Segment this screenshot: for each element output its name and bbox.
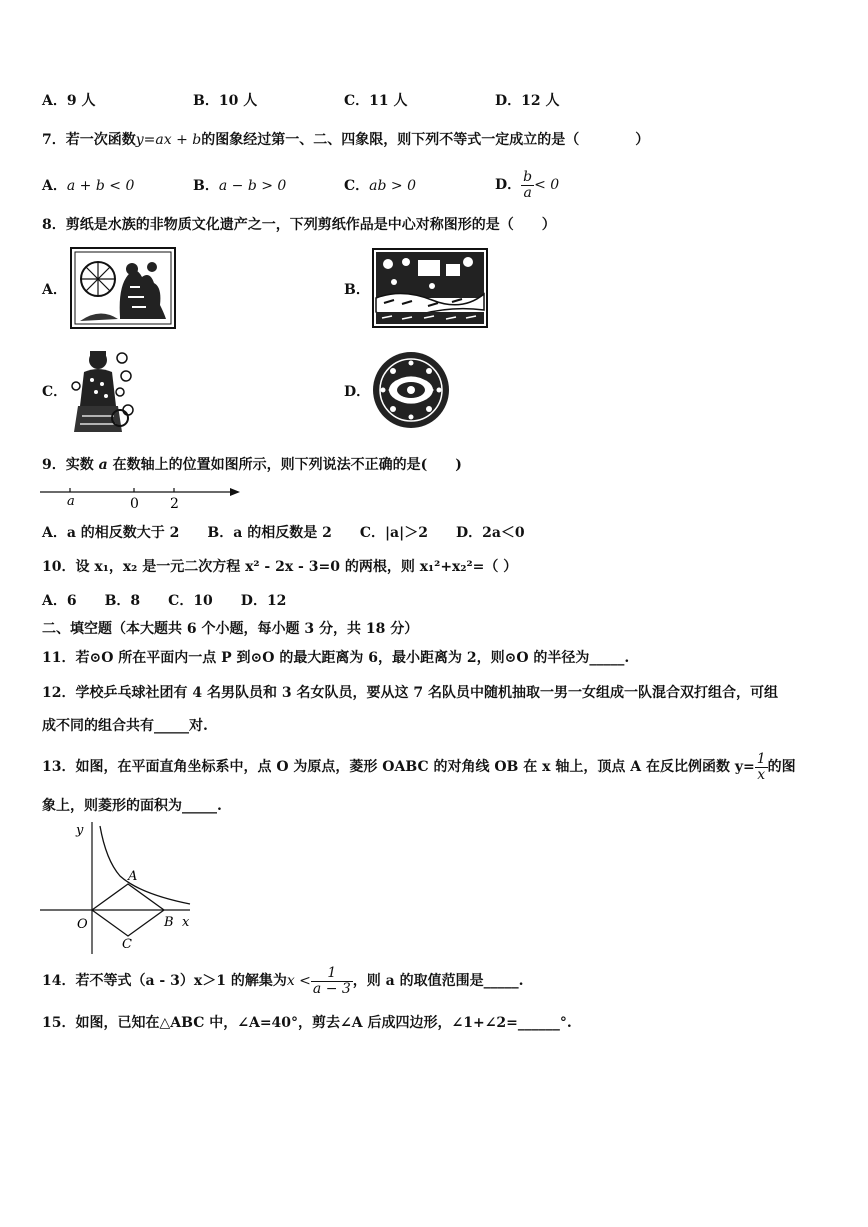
number-line-figure — [40, 482, 244, 512]
q10-stem: 10．设 x₁，x₂ 是一元二次方程 x² - 2x - 3=0 的两根，则 x₁²+x₂²=（ ） — [42, 559, 518, 575]
q14-stem: 14．若不等式（a - 3）x＞1 的解集为x < $\frac{1}{a - 3}$ ，则 a 的取值范围是_____. — [42, 964, 524, 997]
papercut-image-a — [70, 247, 176, 329]
q6-option-c: C．11 人 — [344, 93, 408, 109]
papercut-image-b — [372, 248, 488, 328]
papercut-image-d — [371, 347, 451, 433]
fraction-1-over-a-minus-3: $\frac{1}{a - 3}$ — [312, 964, 351, 997]
graph-label-a: A — [128, 869, 138, 884]
q8-label-b: B． — [344, 282, 370, 298]
fraction-b-over-a: $\frac{b}{a}$ — [523, 168, 533, 201]
fraction-1-over-x: $\frac{1}{x}$ — [756, 750, 766, 783]
q9-stem: 9．实数 a 在数轴上的位置如图所示，则下列说法不正确的是( ) — [42, 457, 462, 473]
section-heading-fill-in: 二、填空题（本大题共 6 个小题，每小题 3 分，共 18 分） — [42, 621, 419, 637]
graph-label-b: B — [164, 915, 174, 930]
q12-stem-line2: 成不同的组合共有_____对. — [42, 718, 208, 734]
q10-options: A．6 B．8 C．10 D．12 — [42, 593, 287, 609]
graph-label-x: x — [182, 915, 190, 930]
q11-stem: 11．若⊙O 所在平面内一点 P 到⊙O 的最大距离为 6，最小距离为 2，则⊙O 的半径为_____. — [42, 650, 630, 666]
q7-stem: 7．若一次函数y=ax + b的图象经过第一、二、四象限，则下列不等式一定成立的是（ ） — [42, 132, 650, 148]
q13-stem-line1: 13．如图，在平面直角坐标系中，点 O 为原点，菱形 OABC 的对角线 OB 在 x 轴上，顶点 A 在反比例函数 y= $\frac{1}{x}$ 的图 — [42, 750, 796, 783]
q6-option-b: B．10 人 — [193, 93, 258, 109]
q15-stem: 15．如图，已知在△ABC 中，∠A=40°，剪去∠A 后成四边形，∠1+∠2=______°. — [42, 1015, 572, 1031]
axis-label-0: 0 — [130, 496, 139, 512]
axis-label-2: 2 — [170, 496, 179, 512]
q7-option-b: B．a − b > 0 — [193, 178, 287, 194]
papercut-image-c — [68, 346, 136, 438]
q13-stem-line2: 象上，则菱形的面积为_____. — [42, 798, 222, 814]
q7-option-c: C．ab > 0 — [344, 178, 417, 194]
graph-label-o: O — [77, 917, 88, 932]
q8-label-c: C． — [42, 384, 68, 400]
q6-option-a: A．9 人 — [42, 93, 96, 109]
graph-label-c: C — [122, 937, 132, 952]
q12-stem-line1: 12．学校乒乓球社团有 4 名男队员和 3 名女队员，要从这 7 名队员中随机抽取一男一女组成一队混合双打组合，可组 — [42, 685, 778, 701]
axis-label-a: a — [67, 494, 75, 509]
q8-stem: 8．剪纸是水族的非物质文化遗产之一，下列剪纸作品是中心对称图形的是（ ） — [42, 217, 556, 233]
q8-label-d: D． — [344, 384, 371, 400]
q9-options: A．a 的相反数大于 2 B．a 的相反数是 2 C．|a|＞2 D．2a＜0 — [42, 525, 525, 541]
q8-label-a: A． — [42, 282, 67, 298]
graph-label-y: y — [76, 823, 84, 838]
q7-option-d: D． $\frac{b}{a}$ < 0 — [495, 168, 560, 201]
q6-option-d: D．12 人 — [495, 93, 560, 109]
hyperbola-rhombus-figure — [40, 820, 196, 956]
q7-option-a: A．a + b < 0 — [42, 178, 135, 194]
